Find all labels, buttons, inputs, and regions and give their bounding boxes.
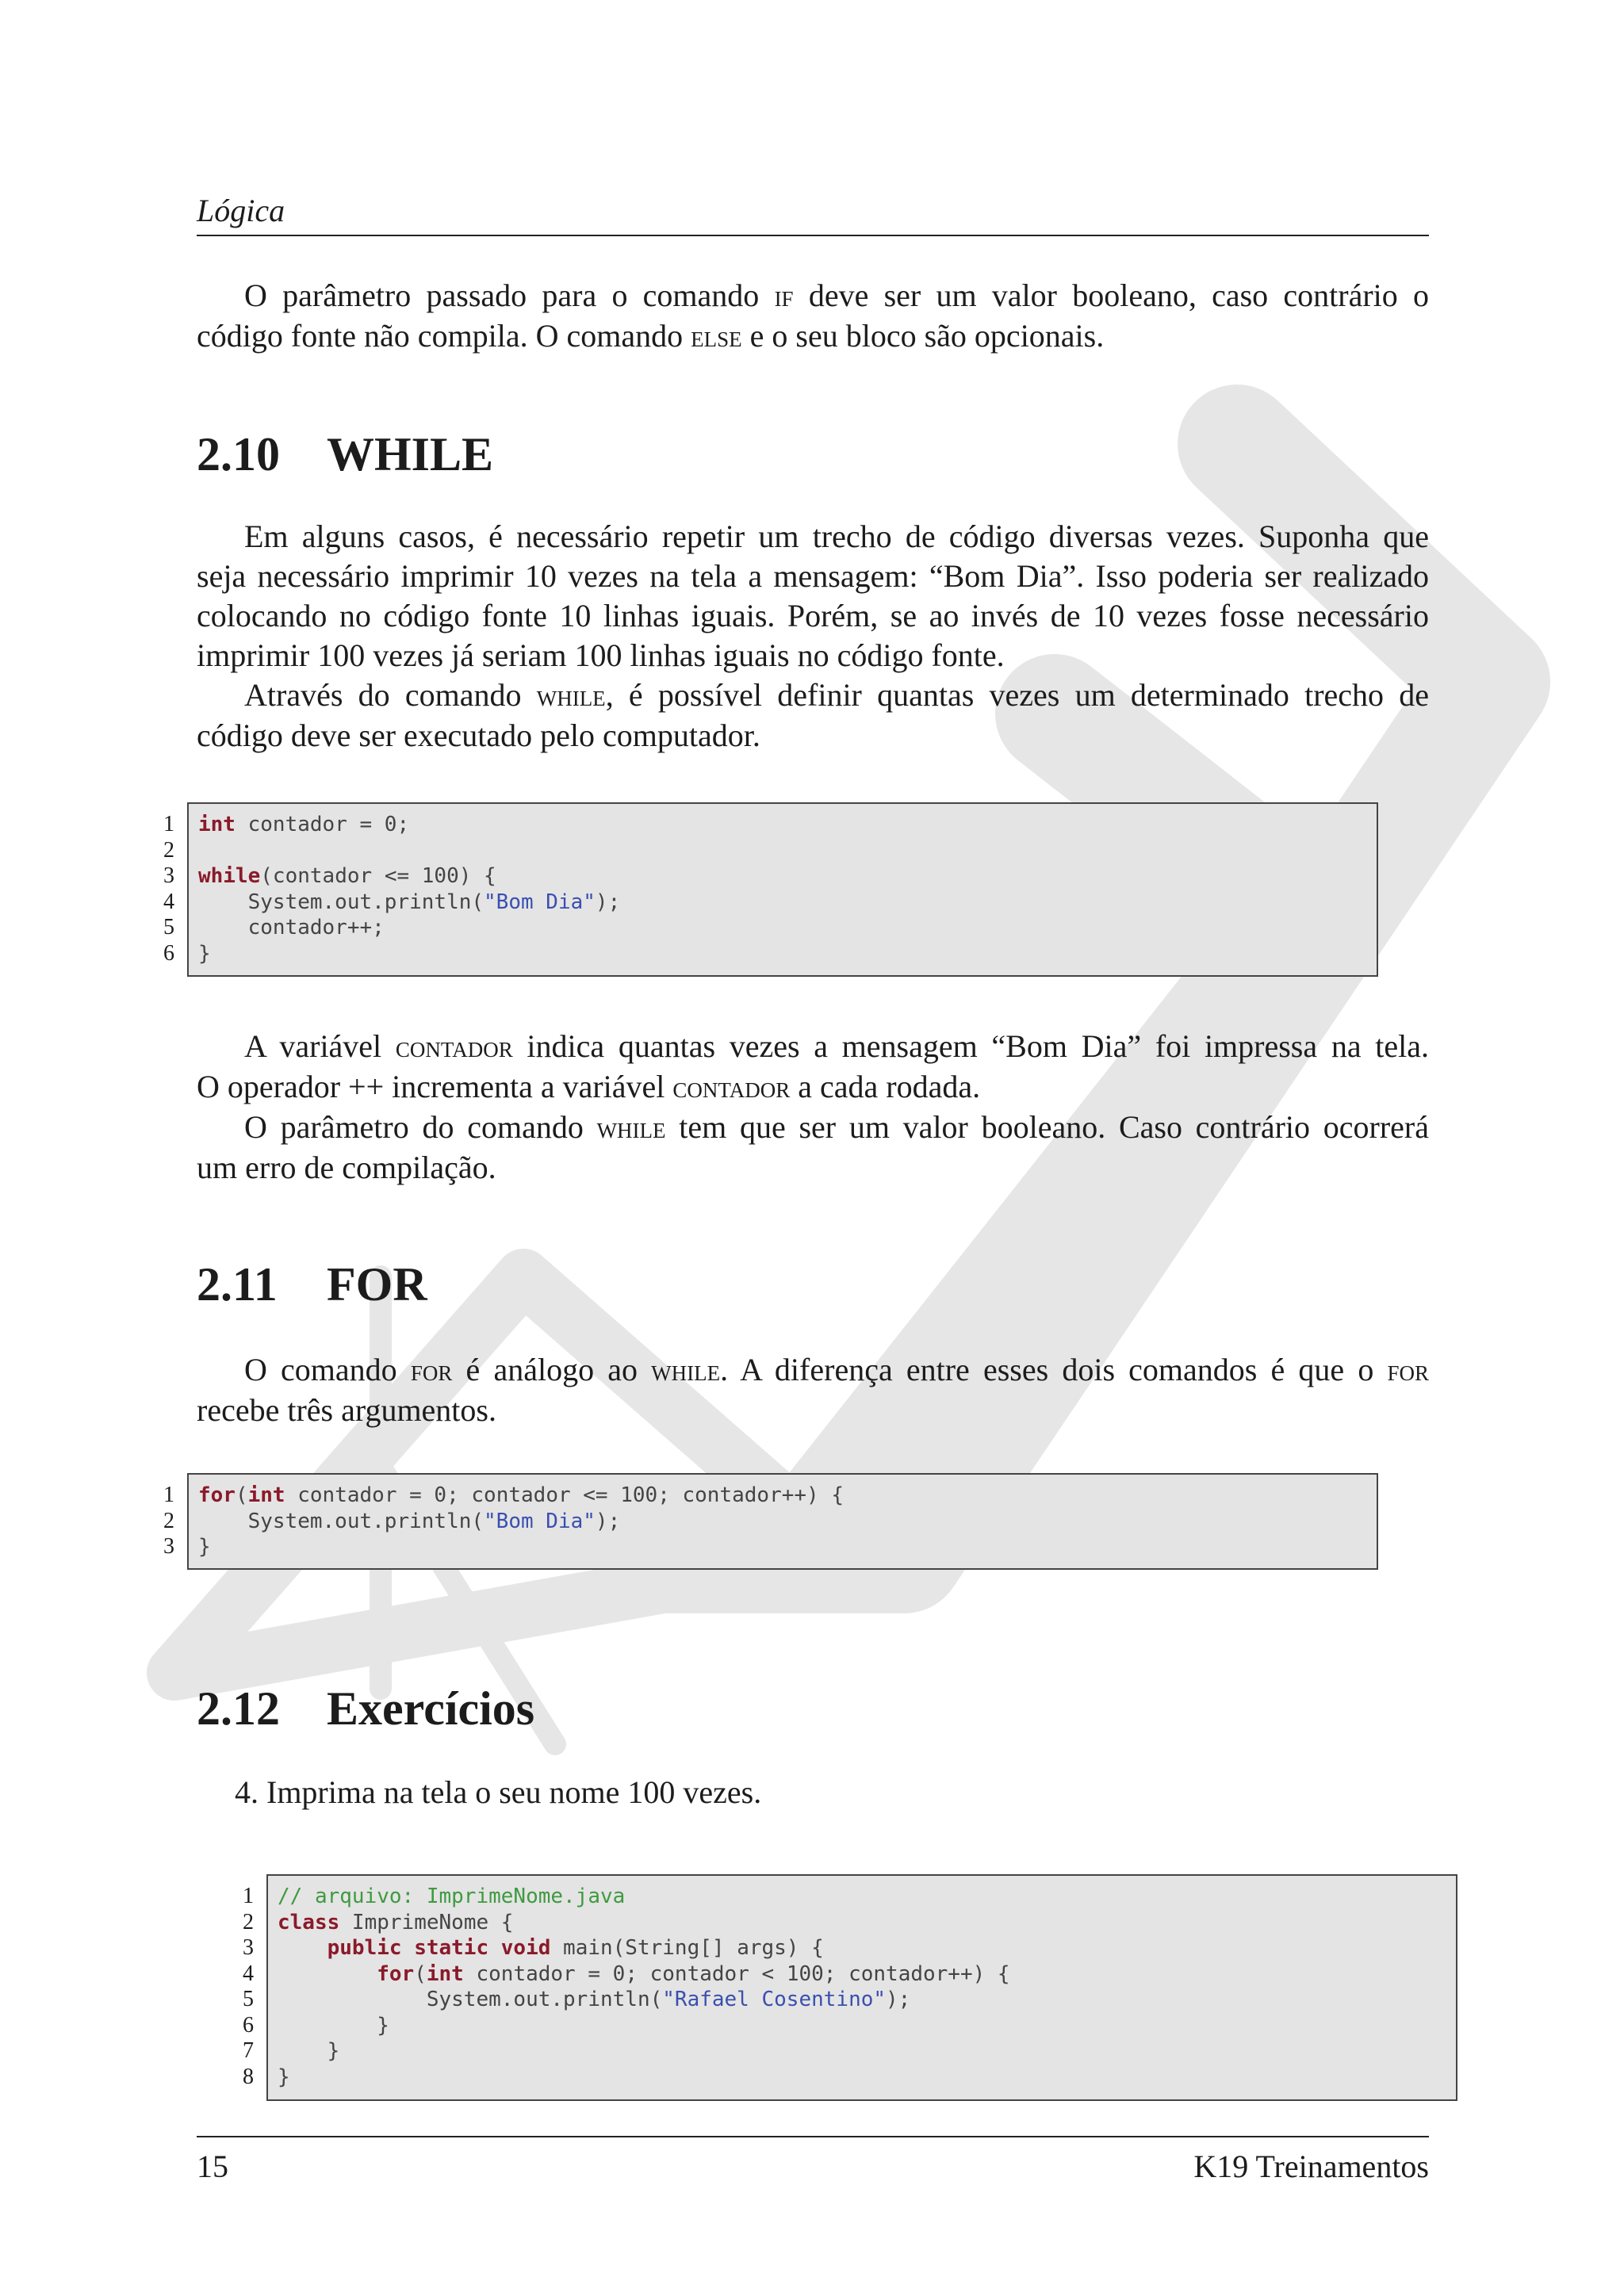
publisher-name: K19 Treinamentos — [1193, 2149, 1429, 2184]
intro-line-1: O parâmetro passado para o comando if deve ser um valor booleano, caso contrário o — [244, 277, 1430, 313]
keyword-if: if — [774, 280, 794, 313]
line-numbers: 1 2 3 4 5 6 — [163, 812, 174, 966]
header-rule — [197, 235, 1429, 236]
while-paragraph-3: A variável contador indica quantas vezes a mensagem “Bom Dia” foi impressa na tela. O operador ++ incrementa a variável contador a cada rodada. O parâmetro do comando while tem que ser um valor booleano. Caso contrário ocorrerá um erro de compilação. — [197, 1028, 1429, 1185]
running-title: Lógica — [197, 193, 285, 228]
exercise-item-4: 4. Imprima na tela o seu nome 100 vezes. — [235, 1774, 762, 1810]
code-box: for(int contador = 0; contador <= 100; contador++) { System.out.println("Bom Dia"); } — [187, 1473, 1378, 1570]
footer-rule — [197, 2136, 1429, 2137]
line-numbers: 1 2 3 — [163, 1483, 174, 1559]
intro-line-2: código fonte não compila. O comando else e o seu bloco são opcionais. — [197, 318, 1105, 354]
code-box: // arquivo: ImprimeNome.java class ImprimeNome { public static void main(String[] args) { for(int contador = 0; contador < 100; contador++) { System.out.println("Rafael Cosentino"); } } } — [266, 1874, 1457, 2101]
for-paragraph: O comando for é análogo ao while. A diferença entre esses dois comandos é que o for recebe três argumentos. — [197, 1352, 1430, 1428]
section-heading-for: 2.11 FOR — [197, 1258, 427, 1311]
line-numbers: 1 2 3 4 5 6 7 8 — [243, 1884, 254, 2089]
section-heading-while: 2.10 WHILE — [197, 428, 494, 480]
page-number: 15 — [197, 2149, 228, 2184]
section-heading-exercicios: 2.12 Exercícios — [197, 1682, 535, 1735]
code-box: int contador = 0; while(contador <= 100) { System.out.println("Bom Dia"); contador++; } — [187, 802, 1378, 977]
keyword-else: else — [691, 320, 742, 354]
while-paragraph-2-line-1: Através do comando while, é possível definir quantas vezes um determinado trecho de — [244, 677, 1430, 713]
intro-paragraph — [197, 276, 1429, 357]
while-paragraph-1: Em alguns casos, é necessário repetir um trecho de código diversas vezes. Suponha que seja necessário imprimir 10 vezes na tela a mensagem: “Bom Dia”. Isso poderia ser realizado colocando no código fonte 10 linhas iguais. Porém, se ao invés de 10 vezes fosse necessário imprimir 100 vezes já seriam 100 linhas iguais no código fonte. Através do comando while, é possível definir quantas vezes um determinado trecho de código deve ser executado pelo computador. — [197, 519, 1430, 753]
